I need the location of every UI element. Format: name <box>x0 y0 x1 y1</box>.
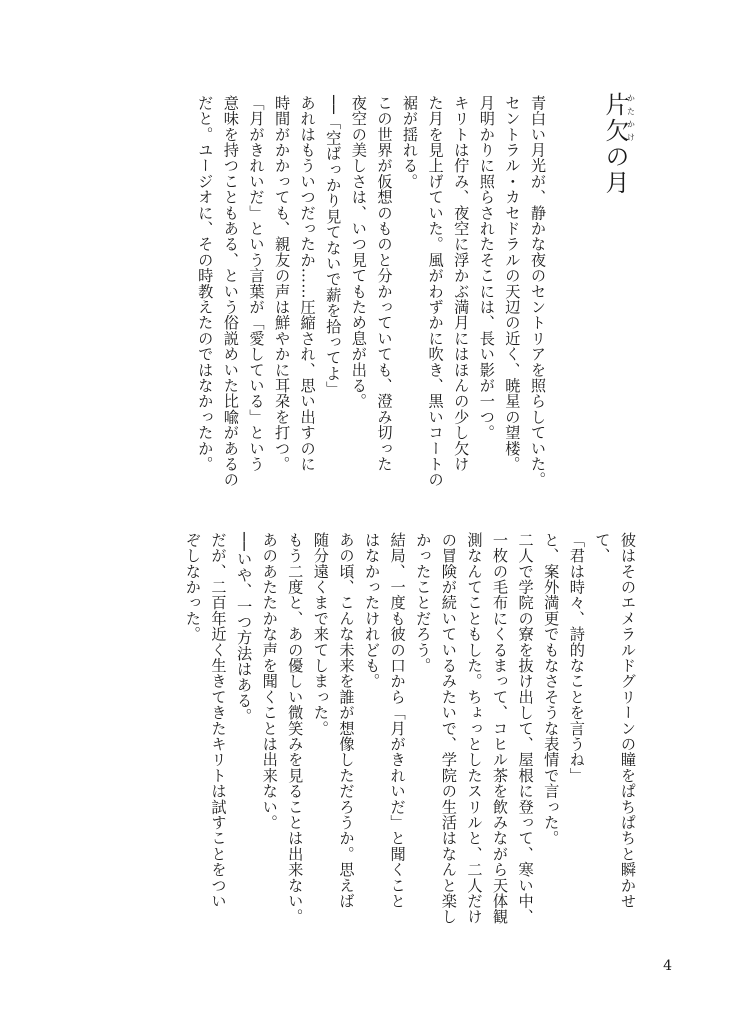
text-line: だが、二百年近く生きてきたキリトは試すことをつい <box>209 532 228 909</box>
text-line: ──「空ばっかり見てないで薪を拾ってよ」 <box>324 95 343 397</box>
upper-text-block <box>192 95 550 515</box>
lower-text-block <box>179 532 640 952</box>
text-line: キリトは佇み、夜空に浮かぶ満月にはほんの少し欠け <box>452 95 471 472</box>
text-line: あのあたたかな声を聞くことは出来ない。 <box>260 532 279 831</box>
text-line: あれはもういつだったか……圧縮され、思い出すのに <box>298 95 317 472</box>
text-line: この世界が仮想のものと分かっていても、澄み切った <box>375 95 394 472</box>
chapter-title <box>600 92 635 196</box>
text-line: はなかったけれども。 <box>363 532 382 689</box>
text-line: あの頃、こんな未来を誰が想像しただろうか。思えば <box>337 532 356 909</box>
text-line: 「月がきれいだ」という言葉が「愛している」という <box>247 95 266 472</box>
text-line: かったことだろう。 <box>414 532 433 674</box>
text-line: と、案外満更でもなさそうな表情で言った。 <box>542 532 561 846</box>
title-ruby-base: 片欠 <box>601 92 629 144</box>
page-number: 4 <box>663 958 672 974</box>
text-line: 裾が揺れる。 <box>401 95 420 190</box>
text-line: 一枚の毛布にくるまって、コヒル茶を飲みながら天体観 <box>491 532 510 925</box>
title-ruby <box>601 92 636 144</box>
text-line: 彼はそのエメラルドグリーンの瞳をぱちぱちと瞬かせ <box>619 532 637 909</box>
text-line: 夜空の美しさは、いつ見てもため息が出る。 <box>349 95 368 409</box>
text-line: た月を見上げていた。風がわずかに吹き、黒いコートの <box>426 95 445 488</box>
text-line: だと。ユージオに、その時教えたのではなかったか。 <box>196 95 215 472</box>
text-line: て、 <box>593 532 612 564</box>
title-rest: の月 <box>601 144 629 196</box>
text-line: 意味を持つこともある、という俗説めいた比喩があるの <box>221 95 240 488</box>
text-line: 「君は時々、詩的なことを言うね」 <box>567 532 586 784</box>
text-line: 測なんてこともした。ちょっとしたスリルと、二人だけ <box>465 532 484 925</box>
text-line: の冒険が続いているみたいで、学院の生活はなんと楽し <box>439 532 458 925</box>
text-line: 結局、一度も彼の口から「月がきれいだ」と聞くこと <box>388 532 407 909</box>
text-line: 随分遠くまで来てしまった。 <box>311 532 330 737</box>
text-line: ──いや、一つ方法はある。 <box>235 532 254 724</box>
text-line: 月明かりに照らされたそこには、長い影が一つ。 <box>477 95 496 441</box>
title-ruby-reading: かたかけ <box>626 92 636 144</box>
text-line: 時間がかかっても、親友の声は鮮やかに耳朶を打つ。 <box>273 95 292 472</box>
text-line: 二人で学院の寮を抜け出して、屋根に登って、寒い中、 <box>516 532 535 925</box>
text-line: ぞしなかった。 <box>183 532 202 642</box>
text-line: セントラル・カセドラルの天辺の近く、暁星の望楼。 <box>503 95 522 472</box>
text-line: 青白い月光が、静かな夜のセントリアを照らしていた。 <box>529 95 547 488</box>
text-line: もう二度と、あの優しい微笑みを見ることは出来ない。 <box>286 532 305 925</box>
